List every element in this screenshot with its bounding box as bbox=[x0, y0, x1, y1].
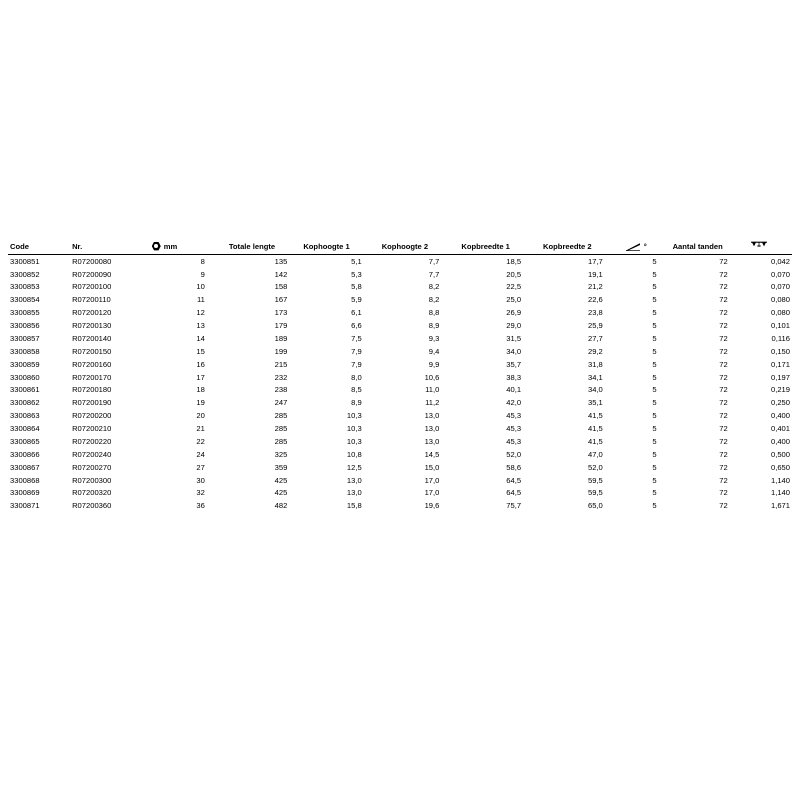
cell-angle: 5 bbox=[652, 449, 657, 459]
spec-table-container bbox=[0, 232, 800, 513]
cell-head-width-1: 64,5 bbox=[506, 475, 522, 485]
cell-angle: 5 bbox=[652, 436, 657, 446]
cell-nr: R07200200 bbox=[72, 411, 112, 421]
cell-head-width-2: 52,0 bbox=[587, 462, 603, 472]
cell-head-width-1: 45,3 bbox=[506, 424, 522, 434]
column-header-head-height-2 bbox=[380, 232, 460, 255]
cell-head-width-2: 41,5 bbox=[587, 424, 603, 434]
cell-angle: 5 bbox=[652, 488, 657, 498]
table-row bbox=[8, 422, 792, 435]
cell-head-height-2: 9,9 bbox=[428, 359, 440, 369]
cell-code: 3300858 bbox=[10, 346, 40, 356]
cell-head-width-2: 65,0 bbox=[587, 501, 603, 511]
column-header-mm-inner bbox=[152, 242, 225, 251]
cell-teeth-count: 72 bbox=[719, 462, 728, 472]
cell-weight: 0,197 bbox=[770, 372, 790, 382]
cell-code: 3300852 bbox=[10, 269, 40, 279]
cell-code: 3300859 bbox=[10, 359, 40, 369]
cell-weight: 0,500 bbox=[770, 449, 790, 459]
cell-weight: 1,140 bbox=[770, 488, 790, 498]
cell-head-width-1: 35,7 bbox=[506, 359, 522, 369]
table-row bbox=[8, 384, 792, 397]
column-header-head-width-2 bbox=[541, 232, 623, 255]
column-header-teeth-count bbox=[671, 232, 748, 255]
cell-angle: 5 bbox=[652, 256, 657, 266]
cell-nr: R07200080 bbox=[72, 256, 112, 266]
cell-total-length: 425 bbox=[274, 475, 288, 485]
cell-code: 3300851 bbox=[10, 256, 40, 266]
cell-mm: 10 bbox=[196, 282, 205, 292]
table-row bbox=[8, 435, 792, 448]
angle-icon bbox=[625, 242, 641, 251]
cell-angle: 5 bbox=[652, 372, 657, 382]
cell-head-height-1: 8,9 bbox=[351, 398, 362, 408]
cell-nr: R07200150 bbox=[72, 346, 112, 356]
cell-teeth-count: 72 bbox=[719, 385, 728, 395]
cell-total-length: 425 bbox=[274, 488, 288, 498]
cell-mm: 9 bbox=[200, 269, 205, 279]
cell-head-width-2: 41,5 bbox=[587, 436, 603, 446]
cell-head-width-1: 52,0 bbox=[506, 449, 522, 459]
column-header-mm-label: mm bbox=[163, 242, 178, 251]
column-header-head-height-1-label: Kophoogte 1 bbox=[303, 242, 350, 251]
column-header-total-length-label: Totale lengte bbox=[228, 242, 276, 251]
cell-teeth-count: 72 bbox=[719, 501, 728, 511]
cell-total-length: 189 bbox=[274, 333, 288, 343]
cell-head-height-2: 17,0 bbox=[424, 488, 440, 498]
cell-angle: 5 bbox=[652, 282, 657, 292]
cell-code: 3300862 bbox=[10, 398, 40, 408]
cell-total-length: 179 bbox=[274, 321, 288, 331]
specification-table bbox=[8, 232, 792, 513]
table-row bbox=[8, 371, 792, 384]
cell-head-height-2: 8,2 bbox=[428, 295, 440, 305]
table-row bbox=[8, 281, 792, 294]
table-row bbox=[8, 500, 792, 513]
cell-code: 3300865 bbox=[10, 436, 40, 446]
cell-head-height-2: 7,7 bbox=[428, 256, 440, 266]
table-header bbox=[8, 232, 792, 255]
cell-head-height-2: 14,5 bbox=[424, 449, 440, 459]
cell-nr: R07200190 bbox=[72, 398, 112, 408]
cell-weight: 0,070 bbox=[770, 269, 790, 279]
cell-nr: R07200120 bbox=[72, 308, 112, 318]
cell-head-width-2: 21,2 bbox=[587, 282, 603, 292]
cell-head-width-1: 22,5 bbox=[506, 282, 522, 292]
cell-weight: 0,101 bbox=[770, 321, 790, 331]
cell-mm: 8 bbox=[200, 256, 205, 266]
column-header-code bbox=[8, 232, 70, 255]
cell-angle: 5 bbox=[652, 462, 657, 472]
cell-angle: 5 bbox=[652, 359, 657, 369]
cell-teeth-count: 72 bbox=[719, 308, 728, 318]
cell-total-length: 482 bbox=[274, 501, 288, 511]
cell-mm: 12 bbox=[196, 308, 205, 318]
cell-total-length: 285 bbox=[274, 436, 288, 446]
cell-nr: R07200170 bbox=[72, 372, 112, 382]
cell-mm: 21 bbox=[196, 424, 205, 434]
cell-total-length: 247 bbox=[274, 398, 288, 408]
cell-teeth-count: 72 bbox=[719, 359, 728, 369]
cell-teeth-count: 72 bbox=[719, 449, 728, 459]
cell-code: 3300868 bbox=[10, 475, 40, 485]
column-header-nr-label: Nr. bbox=[72, 242, 83, 251]
cell-head-height-1: 5,8 bbox=[351, 282, 362, 292]
cell-weight: 0,401 bbox=[770, 424, 790, 434]
cell-weight: 0,116 bbox=[771, 333, 790, 343]
cell-teeth-count: 72 bbox=[719, 372, 728, 382]
cell-head-height-2: 15,0 bbox=[424, 462, 440, 472]
cell-total-length: 285 bbox=[274, 411, 288, 421]
cell-head-height-1: 6,6 bbox=[351, 321, 362, 331]
cell-head-width-2: 17,7 bbox=[587, 256, 603, 266]
cell-angle: 5 bbox=[652, 475, 657, 485]
table-row bbox=[8, 319, 792, 332]
cell-nr: R07200130 bbox=[72, 321, 112, 331]
cell-head-height-2: 10,6 bbox=[424, 372, 440, 382]
cell-head-height-1: 5,1 bbox=[351, 256, 362, 266]
cell-total-length: 142 bbox=[274, 269, 288, 279]
cell-head-width-1: 75,7 bbox=[506, 501, 522, 511]
cell-head-width-1: 58,6 bbox=[506, 462, 522, 472]
cell-mm: 17 bbox=[196, 372, 205, 382]
cell-head-width-1: 64,5 bbox=[506, 488, 522, 498]
cell-code: 3300867 bbox=[10, 462, 40, 472]
cell-angle: 5 bbox=[652, 308, 657, 318]
cell-weight: 1,140 bbox=[770, 475, 790, 485]
cell-head-height-1: 10,3 bbox=[346, 424, 362, 434]
cell-mm: 22 bbox=[196, 436, 205, 446]
cell-head-width-2: 27,7 bbox=[587, 333, 603, 343]
column-header-teeth-count-label: Aantal tanden bbox=[672, 242, 723, 251]
cell-head-height-1: 7,9 bbox=[351, 359, 362, 369]
cell-weight: 0,650 bbox=[770, 462, 790, 472]
cell-nr: R07200220 bbox=[72, 436, 112, 446]
cell-teeth-count: 72 bbox=[719, 411, 728, 421]
cell-head-height-2: 13,0 bbox=[424, 424, 440, 434]
cell-total-length: 359 bbox=[274, 462, 288, 472]
cell-nr: R07200320 bbox=[72, 488, 112, 498]
cell-head-height-2: 9,3 bbox=[428, 333, 440, 343]
cell-head-width-2: 47,0 bbox=[587, 449, 603, 459]
cell-angle: 5 bbox=[652, 346, 657, 356]
cell-head-height-1: 5,3 bbox=[351, 269, 362, 279]
cell-code: 3300860 bbox=[10, 372, 40, 382]
cell-head-height-1: 13,0 bbox=[346, 475, 362, 485]
cell-angle: 5 bbox=[652, 424, 657, 434]
cell-head-height-1: 10,3 bbox=[346, 411, 362, 421]
cell-nr: R07200180 bbox=[72, 385, 112, 395]
cell-head-width-1: 26,9 bbox=[506, 308, 522, 318]
cell-weight: 0,080 bbox=[770, 295, 790, 305]
cell-angle: 5 bbox=[652, 333, 657, 343]
cell-code: 3300857 bbox=[10, 333, 40, 343]
cell-head-width-1: 31,5 bbox=[506, 333, 522, 343]
cell-weight: 0,250 bbox=[770, 398, 790, 408]
cell-mm: 14 bbox=[196, 333, 205, 343]
cell-head-width-2: 31,8 bbox=[587, 359, 603, 369]
cell-total-length: 215 bbox=[274, 359, 288, 369]
cell-weight: 0,219 bbox=[770, 385, 790, 395]
cell-angle: 5 bbox=[652, 398, 657, 408]
cell-mm: 27 bbox=[196, 462, 205, 472]
cell-weight: 0,400 bbox=[770, 436, 790, 446]
cell-head-height-1: 12,5 bbox=[346, 462, 362, 472]
cell-total-length: 285 bbox=[274, 424, 288, 434]
cell-total-length: 173 bbox=[274, 308, 288, 318]
cell-head-width-2: 29,2 bbox=[587, 346, 603, 356]
table-row bbox=[8, 358, 792, 371]
cell-nr: R07200100 bbox=[72, 282, 112, 292]
table-row bbox=[8, 410, 792, 423]
cell-total-length: 167 bbox=[274, 295, 288, 305]
cell-head-height-1: 10,3 bbox=[346, 436, 362, 446]
cell-mm: 11 bbox=[196, 295, 205, 305]
column-header-mm bbox=[150, 232, 227, 255]
cell-head-width-1: 25,0 bbox=[506, 295, 522, 305]
cell-teeth-count: 72 bbox=[719, 333, 728, 343]
cell-code: 3300869 bbox=[10, 488, 40, 498]
cell-total-length: 199 bbox=[274, 346, 288, 356]
cell-head-height-1: 5,9 bbox=[351, 295, 362, 305]
column-header-head-width-1-label: Kopbreedte 1 bbox=[461, 242, 510, 251]
cell-nr: R07200300 bbox=[72, 475, 112, 485]
cell-teeth-count: 72 bbox=[719, 282, 728, 292]
table-row bbox=[8, 461, 792, 474]
cell-head-width-1: 38,3 bbox=[506, 372, 522, 382]
weight-scale-icon bbox=[750, 240, 768, 249]
cell-head-height-2: 11,2 bbox=[425, 398, 440, 408]
cell-head-height-2: 19,6 bbox=[424, 501, 440, 511]
cell-code: 3300863 bbox=[10, 411, 40, 421]
column-header-head-width-2-label: Kopbreedte 2 bbox=[543, 242, 592, 251]
cell-mm: 36 bbox=[196, 501, 205, 511]
cell-head-height-2: 13,0 bbox=[424, 411, 440, 421]
cell-head-width-2: 34,0 bbox=[587, 385, 603, 395]
cell-angle: 5 bbox=[652, 385, 657, 395]
table-row bbox=[8, 448, 792, 461]
cell-mm: 13 bbox=[196, 321, 205, 331]
cell-head-width-2: 25,9 bbox=[587, 321, 603, 331]
cell-head-height-2: 8,2 bbox=[428, 282, 440, 292]
column-header-total-length bbox=[227, 232, 301, 255]
cell-head-width-2: 19,1 bbox=[587, 269, 603, 279]
cell-code: 3300861 bbox=[10, 385, 40, 395]
table-row bbox=[8, 487, 792, 500]
cell-head-height-2: 17,0 bbox=[424, 475, 440, 485]
cell-weight: 0,080 bbox=[770, 308, 790, 318]
cell-head-width-1: 34,0 bbox=[506, 346, 522, 356]
cell-teeth-count: 72 bbox=[719, 436, 728, 446]
table-row bbox=[8, 268, 792, 281]
cell-teeth-count: 72 bbox=[719, 346, 728, 356]
cell-head-width-1: 20,5 bbox=[506, 269, 522, 279]
cell-head-height-1: 8,0 bbox=[351, 372, 362, 382]
table-row bbox=[8, 474, 792, 487]
cell-mm: 32 bbox=[196, 488, 205, 498]
cell-angle: 5 bbox=[652, 295, 657, 305]
column-header-head-width-1 bbox=[459, 232, 541, 255]
cell-mm: 20 bbox=[196, 411, 205, 421]
cell-head-height-2: 9,4 bbox=[428, 346, 440, 356]
cell-angle: 5 bbox=[652, 269, 657, 279]
column-header-head-height-1 bbox=[301, 232, 379, 255]
cell-head-width-2: 41,5 bbox=[587, 411, 603, 421]
cell-mm: 19 bbox=[196, 398, 205, 408]
cell-total-length: 238 bbox=[274, 385, 288, 395]
cell-code: 3300856 bbox=[10, 321, 40, 331]
table-row bbox=[8, 345, 792, 358]
cell-head-width-1: 29,0 bbox=[506, 321, 522, 331]
cell-weight: 0,070 bbox=[770, 282, 790, 292]
cell-nr: R07200240 bbox=[72, 449, 112, 459]
cell-head-height-2: 11,0 bbox=[425, 385, 440, 395]
cell-head-height-1: 7,5 bbox=[351, 333, 362, 343]
cell-head-width-2: 59,5 bbox=[587, 488, 603, 498]
cell-head-width-1: 42,0 bbox=[506, 398, 522, 408]
cell-teeth-count: 72 bbox=[719, 321, 728, 331]
cell-total-length: 135 bbox=[274, 256, 288, 266]
cell-head-height-1: 15,8 bbox=[346, 501, 362, 511]
cell-nr: R07200140 bbox=[72, 333, 112, 343]
table-row bbox=[8, 307, 792, 320]
cell-head-height-2: 8,9 bbox=[428, 321, 440, 331]
cell-total-length: 232 bbox=[274, 372, 288, 382]
cell-teeth-count: 72 bbox=[719, 398, 728, 408]
table-body bbox=[8, 255, 792, 513]
table-row bbox=[8, 397, 792, 410]
column-header-angle-label: ° bbox=[643, 242, 647, 251]
cell-weight: 0,042 bbox=[770, 256, 790, 266]
column-header-head-height-2-label: Kophoogte 2 bbox=[381, 242, 429, 251]
cell-weight: 0,400 bbox=[770, 411, 790, 421]
cell-head-height-1: 7,9 bbox=[351, 346, 362, 356]
column-header-code-label: Code bbox=[10, 242, 29, 251]
cell-head-width-1: 45,3 bbox=[506, 436, 522, 446]
cell-head-width-2: 22,6 bbox=[587, 295, 603, 305]
column-header-angle-inner bbox=[625, 242, 669, 251]
cell-angle: 5 bbox=[652, 501, 657, 511]
cell-mm: 24 bbox=[196, 449, 205, 459]
cell-head-height-1: 10,8 bbox=[346, 449, 362, 459]
cell-angle: 5 bbox=[652, 321, 657, 331]
cell-nr: R07200110 bbox=[72, 295, 111, 305]
cell-teeth-count: 72 bbox=[719, 295, 728, 305]
cell-teeth-count: 72 bbox=[719, 475, 728, 485]
cell-teeth-count: 72 bbox=[719, 256, 728, 266]
cell-teeth-count: 72 bbox=[719, 424, 728, 434]
cell-head-height-1: 13,0 bbox=[346, 488, 362, 498]
cell-head-width-1: 18,5 bbox=[506, 256, 522, 266]
cell-nr: R07200160 bbox=[72, 359, 112, 369]
cell-teeth-count: 72 bbox=[719, 269, 728, 279]
cell-mm: 16 bbox=[196, 359, 205, 369]
cell-nr: R07200090 bbox=[72, 269, 112, 279]
cell-weight: 0,171 bbox=[770, 359, 790, 369]
table-header-row bbox=[8, 232, 792, 255]
cell-teeth-count: 72 bbox=[719, 488, 728, 498]
column-header-weight bbox=[748, 232, 792, 255]
cell-head-width-1: 40,1 bbox=[506, 385, 522, 395]
cell-code: 3300866 bbox=[10, 449, 40, 459]
cell-head-height-1: 6,1 bbox=[351, 308, 362, 318]
cell-nr: R07200270 bbox=[72, 462, 112, 472]
cell-code: 3300855 bbox=[10, 308, 40, 318]
cell-code: 3300864 bbox=[10, 424, 40, 434]
cell-angle: 5 bbox=[652, 411, 657, 421]
cell-head-height-1: 8,5 bbox=[351, 385, 362, 395]
cell-total-length: 158 bbox=[274, 282, 288, 292]
cell-code: 3300854 bbox=[10, 295, 40, 305]
cell-head-width-2: 35,1 bbox=[587, 398, 603, 408]
cell-head-height-2: 13,0 bbox=[424, 436, 440, 446]
cell-code: 3300853 bbox=[10, 282, 40, 292]
table-row bbox=[8, 294, 792, 307]
cell-weight: 1,671 bbox=[770, 501, 790, 511]
cell-mm: 18 bbox=[196, 385, 205, 395]
cell-head-height-2: 8,8 bbox=[428, 308, 440, 318]
cell-head-width-2: 59,5 bbox=[587, 475, 603, 485]
cell-head-width-2: 23,8 bbox=[587, 308, 603, 318]
table-row bbox=[8, 255, 792, 268]
cell-total-length: 325 bbox=[274, 449, 288, 459]
cell-code: 3300871 bbox=[10, 501, 40, 511]
cell-mm: 30 bbox=[196, 475, 205, 485]
table-row bbox=[8, 332, 792, 345]
cell-head-width-2: 34,1 bbox=[587, 372, 603, 382]
cell-weight: 0,150 bbox=[770, 346, 790, 356]
column-header-nr bbox=[70, 232, 150, 255]
cell-nr: R07200360 bbox=[72, 501, 112, 511]
hex-socket-icon bbox=[152, 242, 161, 251]
column-header-angle bbox=[623, 232, 671, 255]
cell-head-height-2: 7,7 bbox=[428, 269, 440, 279]
cell-nr: R07200210 bbox=[72, 424, 112, 434]
cell-mm: 15 bbox=[196, 346, 205, 356]
cell-head-width-1: 45,3 bbox=[506, 411, 522, 421]
